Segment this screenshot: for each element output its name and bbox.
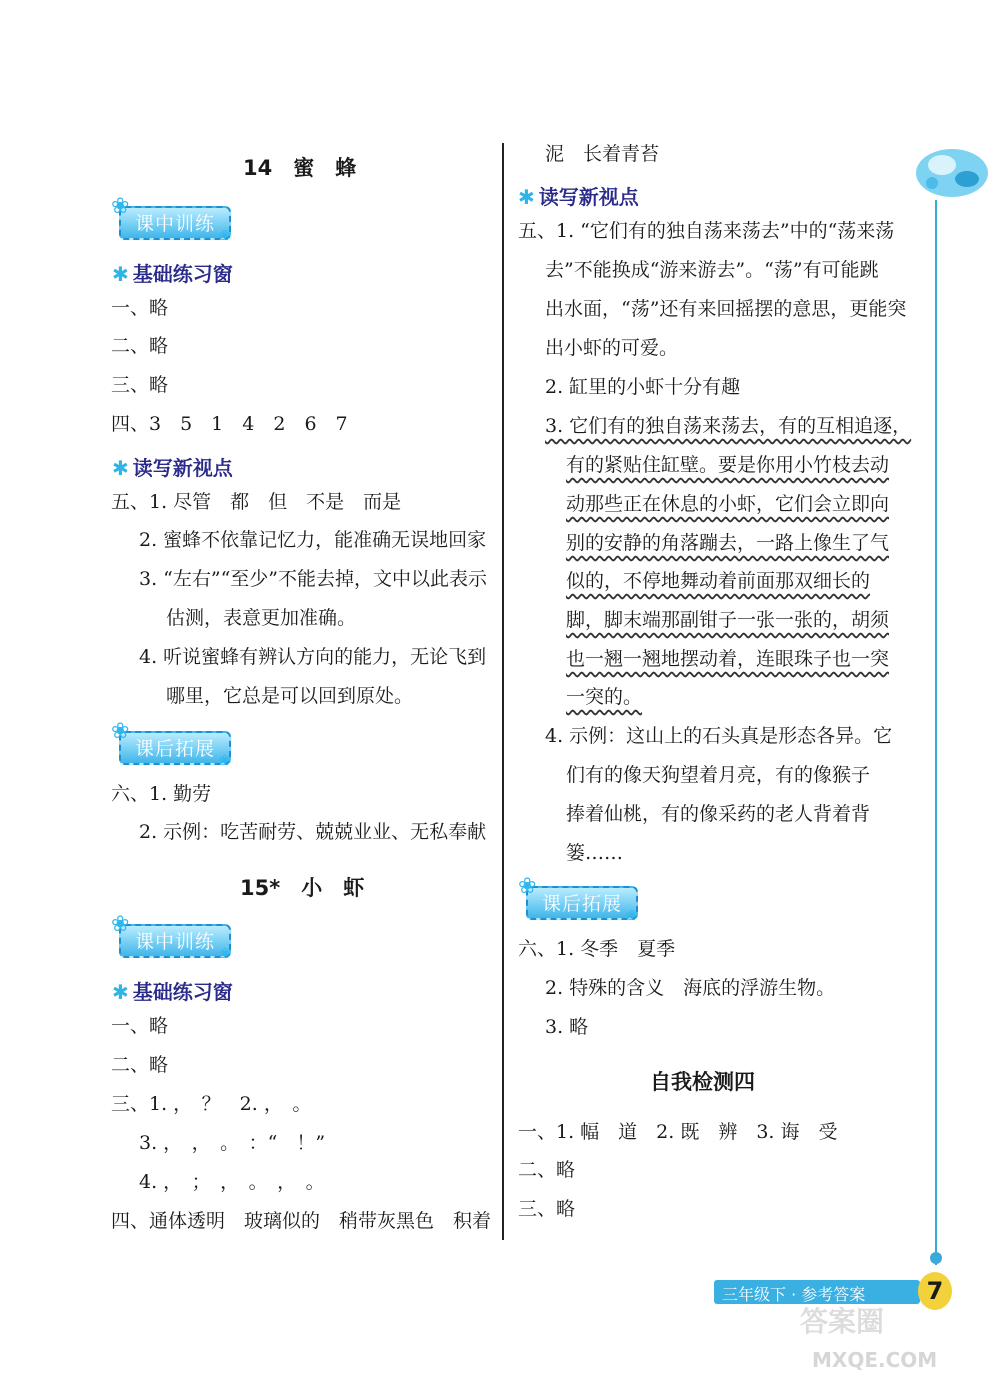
margin-rule [935, 200, 937, 1265]
column-divider [502, 143, 504, 1240]
answer-line: 4. 听说蜜蜂有辨认方向的能力，无论飞到 [139, 646, 487, 668]
sparkle-icon: ✱ [112, 980, 129, 1004]
answer-line: 二、略 [111, 1054, 169, 1076]
answer-line: 哪里，它总是可以回到原处。 [166, 685, 414, 707]
flower-icon: ❀ [111, 194, 130, 219]
answer-line: 2. 特殊的含义 海底的浮游生物。 [545, 977, 836, 999]
answer-line: 4. ， ； ， 。 ， 。 [139, 1171, 325, 1193]
answer-line: 二、略 [111, 335, 169, 357]
self-test-4-title: 自我检测四 [650, 1070, 755, 1094]
underlined-answer-line: 动那些正在休息的小虾，它们会立即向 [566, 493, 890, 515]
footer-label: 三年级下 · 参考答案 [722, 1285, 866, 1304]
sparkle-icon: ✱ [112, 262, 129, 286]
in-class-training-badge: ❀ ❀ 课中训练 [111, 912, 231, 962]
watermark-url: MXQE.COM [812, 1348, 938, 1372]
underlined-answer-line: 也一翘一翘地摆动着，连眼珠子也一突 [566, 648, 890, 670]
answer-line: 3. ， ， 。 ：“ ！” [139, 1132, 326, 1154]
lesson-14-title: 14 蜜 蜂 [243, 156, 357, 180]
answer-line: 3. “左右”“至少”不能去掉，文中以此表示 [139, 568, 488, 590]
answer-line: 们有的像天狗望着月亮，有的像猴子 [566, 764, 871, 786]
corner-decoration [912, 135, 992, 205]
answer-line: 去”不能换成“游来游去”。“荡”有可能跳 [545, 259, 879, 281]
flower-icon: ❀ [111, 719, 130, 744]
sparkle-icon: ✱ [518, 185, 535, 209]
section-read-write: ✱ 读写新视点 [518, 185, 639, 209]
underlined-answer-line: 脚，脚末端那副钳子一张一张的，胡须 [566, 609, 890, 631]
answer-line: 一、略 [111, 1015, 169, 1037]
section-basic-practice: ✱ 基础练习窗 [112, 980, 233, 1004]
flower-icon: ❀ [219, 753, 231, 769]
answer-line: 2. 缸里的小虾十分有趣 [545, 376, 741, 398]
answer-line: 二、略 [518, 1159, 576, 1181]
section-read-write: ✱ 读写新视点 [112, 456, 233, 480]
answer-line: 3. 略 [545, 1016, 589, 1038]
margin-rule-dot [930, 1252, 942, 1264]
after-class-badge: ❀ ❀ 课后拓展 [518, 874, 638, 924]
underlined-answer-line: 3. 它们有的独自荡来荡去，有的互相追逐， [545, 415, 912, 437]
answer-line: 三、略 [518, 1198, 576, 1220]
answer-line: 三、1. ， ？ 2. ， 。 [111, 1093, 312, 1115]
answer-line: 一、略 [111, 297, 169, 319]
underlined-answer-line: 似的，不停地舞动着前面那双细长的 [566, 570, 871, 592]
answer-line: 2. 蜜蜂不依靠记忆力，能准确无误地回家 [139, 529, 487, 551]
underlined-answer-line: 一突的。 [566, 686, 643, 708]
page-number: 7 [918, 1272, 952, 1310]
answer-line: 五、1. 尽管 都 但 不是 而是 [111, 491, 402, 513]
lesson-15-title: 15* 小 虾 [240, 876, 365, 900]
answer-line: 泥 长着青苔 [545, 143, 660, 165]
flower-icon: ❀ [219, 946, 231, 962]
answer-line: 四、3 5 1 4 2 6 7 [111, 413, 348, 435]
answer-line: 一、1. 幅 道 2. 既 辨 3. 诲 受 [518, 1121, 838, 1143]
underlined-answer-line: 有的紧贴住缸壁。要是你用小竹枝去动 [566, 454, 890, 476]
flower-icon: ❀ [626, 908, 638, 924]
answer-line: 六、1. 冬季 夏季 [518, 938, 676, 960]
answer-line: 篓…… [566, 842, 624, 864]
answer-line: 六、1. 勤劳 [111, 783, 212, 805]
answer-line: 4. 示例：这山上的石头真是形态各异。它 [545, 725, 893, 747]
answer-line: 出水面，“荡”还有来回摇摆的意思，更能突 [545, 298, 907, 320]
section-basic-practice: ✱ 基础练习窗 [112, 262, 233, 286]
sparkle-icon: ✱ [112, 456, 129, 480]
answer-line: 2. 示例：吃苦耐劳、兢兢业业、无私奉献 [139, 821, 487, 843]
answer-line: 四、通体透明 玻璃似的 稍带灰黑色 积着 [111, 1210, 492, 1232]
answer-line: 出小虾的可爱。 [545, 337, 679, 359]
flower-icon: ❀ [219, 228, 231, 244]
answer-line: 估测，表意更加准确。 [166, 607, 357, 629]
answer-line: 三、略 [111, 374, 169, 396]
watermark-text: 答案圈 [800, 1305, 885, 1338]
after-class-badge: ❀ ❀ 课后拓展 [111, 719, 231, 769]
flower-icon: ❀ [518, 874, 537, 899]
flower-icon: ❀ [111, 912, 130, 937]
in-class-training-badge: ❀ ❀ 课中训练 [111, 194, 231, 244]
answer-line: 五、1. “它们有的独自荡来荡去”中的“荡来荡 [518, 220, 895, 242]
answer-line: 捧着仙桃，有的像采药的老人背着背 [566, 803, 871, 825]
underlined-answer-line: 别的安静的角落蹦去，一路上像生了气 [566, 532, 890, 554]
